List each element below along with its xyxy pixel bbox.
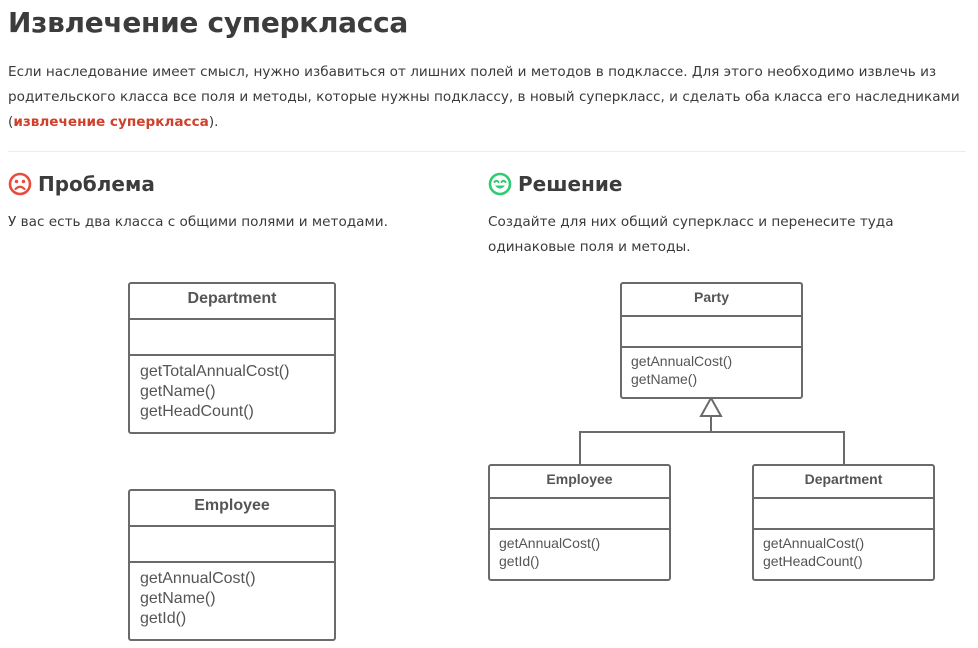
extract-superclass-link[interactable]: извлечение суперкласса bbox=[13, 114, 209, 130]
uml-methods bbox=[130, 356, 334, 428]
smile-face-icon bbox=[488, 172, 512, 196]
uml-class-name: Department bbox=[754, 466, 933, 499]
uml-methods bbox=[130, 563, 334, 635]
inheritance-arrow-icon bbox=[701, 398, 721, 416]
uml-method: getAnnualCost() bbox=[763, 535, 865, 551]
solution-text-line: Создайте для них общий суперкласс и перенесите туда bbox=[488, 214, 894, 230]
solution-heading-label: Решение bbox=[518, 172, 623, 196]
uml-class-name: Party bbox=[622, 284, 801, 317]
uml-fields bbox=[130, 527, 334, 563]
intro-paragraph bbox=[8, 60, 963, 135]
page-title: Извлечение суперкласса bbox=[8, 6, 408, 39]
problem-heading bbox=[8, 172, 155, 196]
uml-class-name: Department bbox=[130, 284, 334, 320]
uml-methods bbox=[754, 530, 933, 574]
sad-face-icon bbox=[8, 172, 32, 196]
uml-method: getHeadCount() bbox=[140, 403, 254, 420]
uml-class-name: Employee bbox=[130, 491, 334, 527]
uml-method: getName() bbox=[631, 371, 698, 387]
uml-fields bbox=[622, 317, 801, 348]
uml-method: getAnnualCost() bbox=[499, 535, 601, 551]
uml-method: getAnnualCost() bbox=[140, 570, 256, 587]
problem-text: У вас есть два класса с общими полями и методами. bbox=[8, 214, 388, 230]
uml-method: getAnnualCost() bbox=[631, 353, 733, 369]
uml-method: getTotalAnnualCost() bbox=[140, 363, 290, 380]
uml-class-employee bbox=[128, 489, 336, 641]
uml-method: getHeadCount() bbox=[763, 553, 863, 569]
uml-method: getName() bbox=[140, 383, 216, 400]
uml-class-department-sub bbox=[752, 464, 935, 581]
uml-method: getId() bbox=[140, 610, 187, 627]
intro-text: Если наследование имеет смысл, нужно избавиться от лишних полей и методов в подклассе. Для этого необходимо извлечь из родительского класса все поля и методы, которые нужны подклассу, в новый суперкласс, и сделать оба класса его наследниками ( bbox=[8, 64, 960, 130]
uml-class-party bbox=[620, 282, 803, 399]
uml-fields bbox=[754, 499, 933, 530]
problem-heading-label: Проблема bbox=[38, 172, 155, 196]
uml-methods bbox=[622, 348, 801, 392]
uml-fields bbox=[130, 320, 334, 356]
uml-class-name: Employee bbox=[490, 466, 669, 499]
solution-heading bbox=[488, 172, 622, 196]
uml-methods bbox=[490, 530, 669, 574]
solution-text-line: одинаковые поля и методы. bbox=[488, 239, 691, 255]
uml-fields bbox=[490, 499, 669, 530]
uml-class-employee-sub bbox=[488, 464, 671, 581]
section-divider bbox=[8, 151, 966, 152]
uml-class-department bbox=[128, 282, 336, 434]
uml-method: getName() bbox=[140, 590, 216, 607]
solution-text bbox=[488, 210, 894, 260]
intro-text-end: ). bbox=[208, 114, 219, 130]
uml-method: getId() bbox=[499, 553, 540, 569]
